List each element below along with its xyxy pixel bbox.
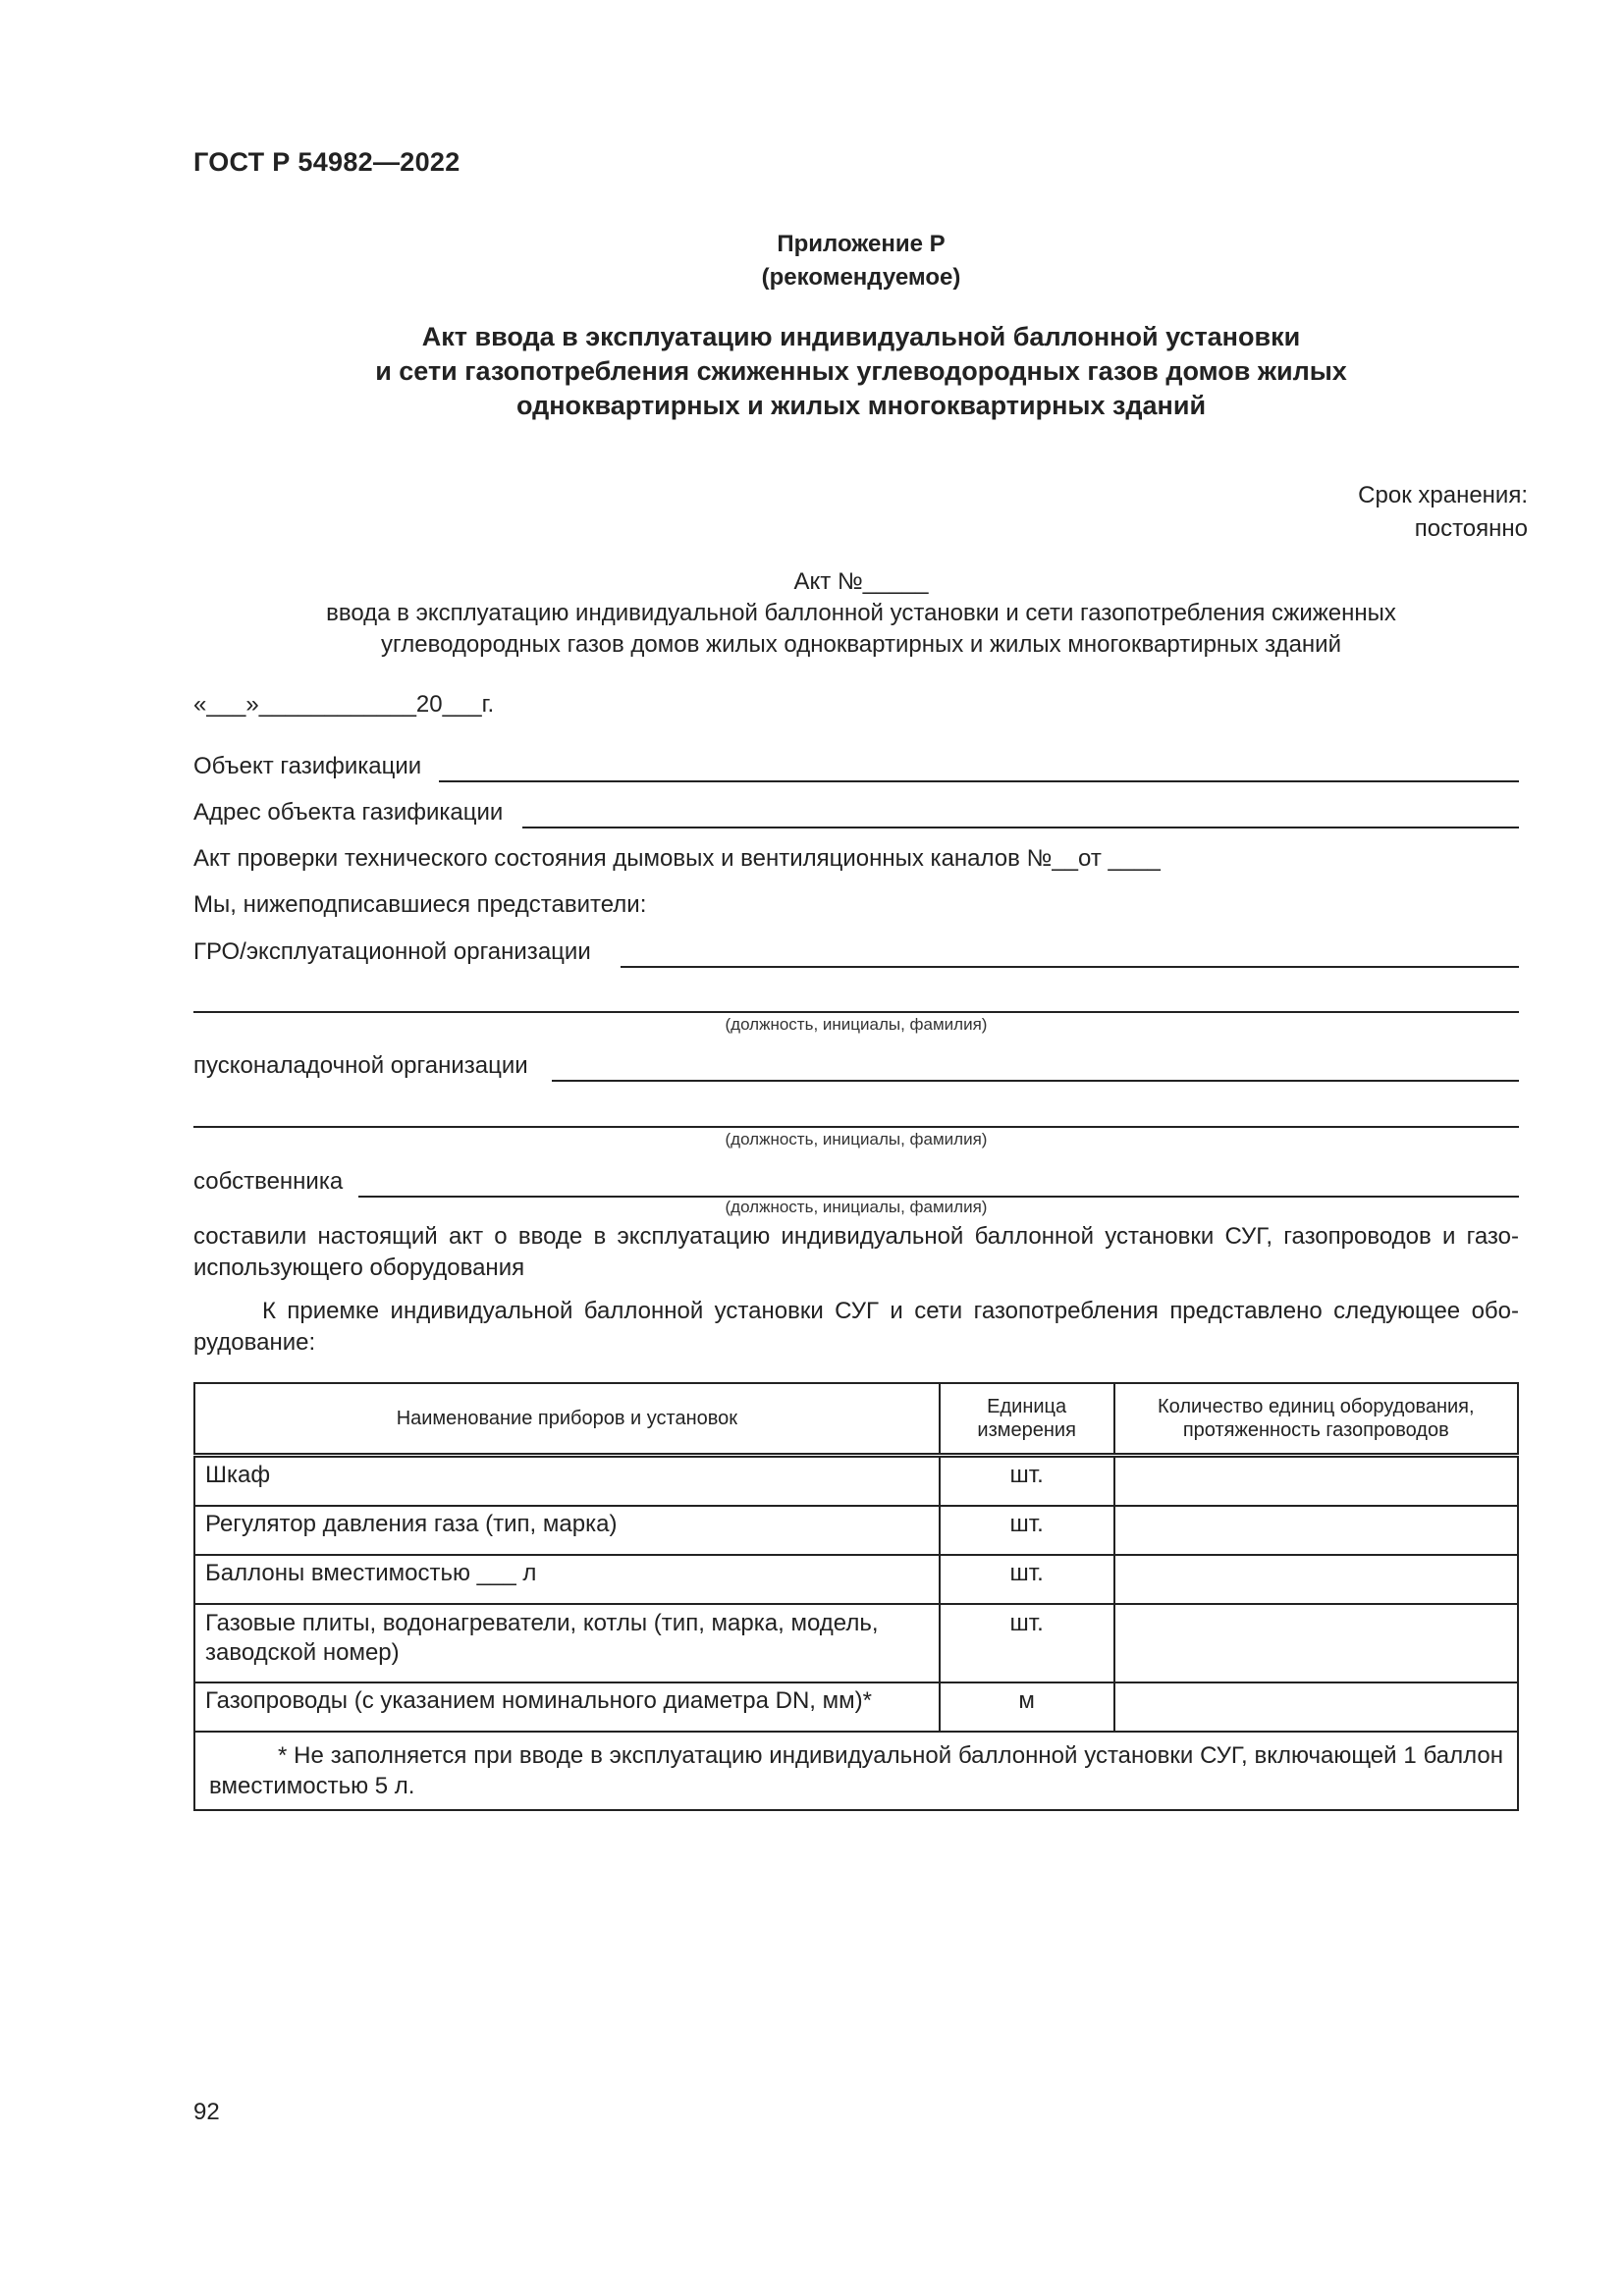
table-row xyxy=(194,1506,1518,1555)
table-row xyxy=(194,1604,1518,1682)
row-name: Баллоны вместимостью ___ л xyxy=(194,1555,940,1604)
act-number: Акт №_____ xyxy=(793,568,929,595)
row-name: Регулятор давления газа (тип, марка) xyxy=(194,1506,940,1555)
header-name: Наименование приборов и установок xyxy=(194,1383,940,1456)
owner-label: собственника xyxy=(193,1168,344,1195)
row-name: Газовые плиты, водонагреватели, котлы (тип, марка, модель, заводской номер) xyxy=(194,1604,940,1682)
table-footnote-row xyxy=(194,1732,1518,1810)
object-fill-line[interactable] xyxy=(439,780,1519,782)
gro-field xyxy=(193,938,1519,970)
gro-fill-line[interactable] xyxy=(621,966,1519,968)
commissioning-fill-line[interactable] xyxy=(552,1080,1519,1082)
document-title xyxy=(193,320,1529,423)
table-footnote: * Не заполняется при вводе в эксплуатацию индивидуальной баллонной установки СУГ, включающей 1 баллон вместимостью 5 л. xyxy=(194,1732,1518,1810)
row-quantity-cell[interactable] xyxy=(1114,1456,1518,1507)
object-label: Объект газификации xyxy=(193,753,422,779)
presented-paragraph: К приемке индивидуальной баллонной установки СУГ и сети газопотребления представлено следующее обо-рудование: xyxy=(193,1298,1519,1356)
document-code: ГОСТ Р 54982—2022 xyxy=(193,147,460,177)
owner-caption: (должность, инициалы, фамилия) xyxy=(725,1198,988,1216)
title-line: Акт ввода в эксплуатацию индивидуальной баллонной установки xyxy=(421,322,1301,351)
annex-heading xyxy=(193,228,1529,294)
table-header-row xyxy=(194,1383,1518,1456)
page-number: 92 xyxy=(193,2099,220,2125)
row-name: Шкаф xyxy=(194,1456,940,1507)
header-unit: Единица измерения xyxy=(940,1383,1114,1456)
check-act-label: Акт проверки технического состояния дымовых и вентиляционных каналов №__от ____ xyxy=(193,845,1161,872)
title-line: одноквартирных и жилых многоквартирных зданий xyxy=(515,391,1207,420)
storage-label: Срок хранения: xyxy=(1358,482,1528,508)
table-row xyxy=(194,1682,1518,1732)
object-field xyxy=(193,753,1519,784)
row-unit: шт. xyxy=(940,1604,1114,1682)
commissioning-field xyxy=(193,1052,1519,1084)
check-act-field xyxy=(193,845,1519,877)
table-row xyxy=(194,1555,1518,1604)
representatives-label: Мы, нижеподписавшиеся представители: xyxy=(193,891,647,918)
owner-field xyxy=(193,1168,1519,1200)
row-quantity-cell[interactable] xyxy=(1114,1682,1518,1732)
annex-type: (рекомендуемое) xyxy=(761,264,961,291)
row-unit: шт. xyxy=(940,1506,1114,1555)
act-description xyxy=(193,598,1529,661)
gro-signature-line[interactable] xyxy=(193,1011,1519,1013)
storage-value: постоянно xyxy=(1414,515,1528,542)
date-field: «___»____________20___г. xyxy=(193,691,495,718)
act-description-line: углеводородных газов домов жилых одноквартирных и жилых многоквартирных зданий xyxy=(381,631,1341,658)
row-unit: шт. xyxy=(940,1456,1114,1507)
commissioning-caption: (должность, инициалы, фамилия) xyxy=(725,1130,988,1148)
row-quantity-cell[interactable] xyxy=(1114,1604,1518,1682)
address-field xyxy=(193,799,1519,830)
commissioning-label: пусконаладочной организации xyxy=(193,1052,528,1079)
row-name: Газопроводы (с указанием номинального диаметра DN, мм)* xyxy=(194,1682,940,1732)
address-fill-line[interactable] xyxy=(522,827,1519,828)
gro-label: ГРО/эксплуатационной организации xyxy=(193,938,591,965)
header-quantity: Количество единиц оборудования, протяженность газопроводов xyxy=(1114,1383,1518,1456)
annex-title: Приложение Р xyxy=(777,231,946,257)
address-label: Адрес объекта газификации xyxy=(193,799,504,826)
composed-paragraph: составили настоящий акт о вводе в эксплуатацию индивидуальной баллонной установки СУГ, газопроводов и газо-использующего оборудования xyxy=(193,1223,1519,1281)
title-line: и сети газопотребления сжиженных углеводородных газов домов жилых xyxy=(375,356,1347,386)
row-unit: м xyxy=(940,1682,1114,1732)
table-row xyxy=(194,1456,1518,1507)
storage-period xyxy=(1080,479,1528,546)
act-description-line: ввода в эксплуатацию индивидуальной баллонной установки и сети газопотребления сжиженных xyxy=(326,600,1396,626)
gro-caption: (должность, инициалы, фамилия) xyxy=(725,1015,988,1034)
row-quantity-cell[interactable] xyxy=(1114,1555,1518,1604)
row-unit: шт. xyxy=(940,1555,1114,1604)
row-quantity-cell[interactable] xyxy=(1114,1506,1518,1555)
representatives-intro xyxy=(193,891,1519,923)
equipment-table xyxy=(193,1382,1519,1811)
commissioning-signature-line[interactable] xyxy=(193,1126,1519,1128)
